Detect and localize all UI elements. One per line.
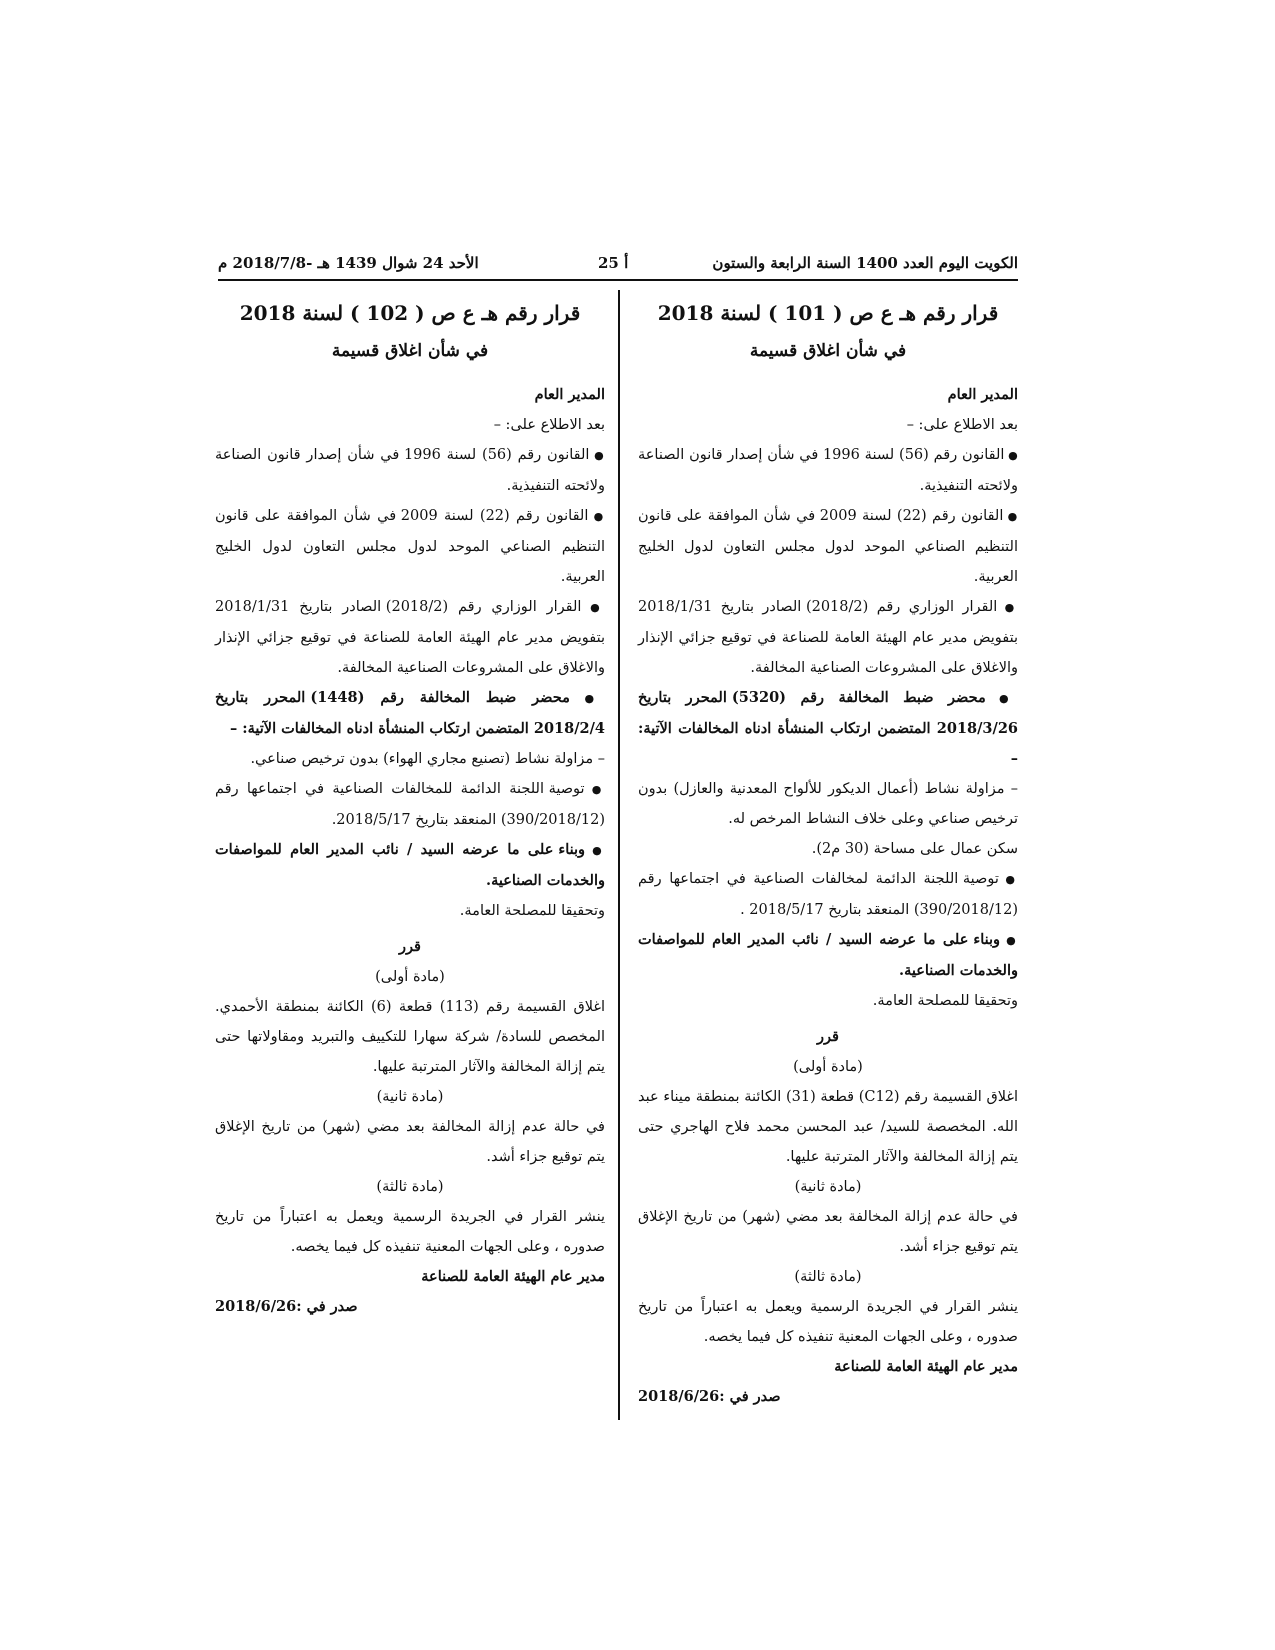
page-header — [218, 250, 1018, 280]
signer: مدير عام الهيئة العامة للصناعة — [421, 1268, 605, 1285]
reference-item: ● محضر ضبط المخالفة رقم (5320) المحرر بتاريخ 2018/3/26 المتضمن ارتكاب المنشأة ادناه المخالفات الآتية: – — [638, 683, 1018, 774]
reference-item: ● القانون رقم (56) لسنة 1996 في شأن إصدار قانون الصناعة ولائحته التنفيذية. — [215, 440, 605, 501]
reference-item: ● القانون رقم (56) لسنة 1996 في شأن إصدار قانون الصناعة ولائحته التنفيذية. — [638, 440, 1018, 501]
reference-item: ● وبناء على ما عرضه السيد / نائب المدير العام للمواصفات والخدمات الصناعية. — [638, 925, 1018, 986]
article-text: في حالة عدم إزالة المخالفة بعد مضي (شهر) من تاريخ الإغلاق يتم توقيع جزاء أشد. — [638, 1209, 1018, 1255]
header-page-number: أ 25 — [598, 254, 629, 272]
column-divider — [618, 290, 620, 1420]
article-text: اغلاق القسيمة رقم (113) قطعة (6) الكائنة بمنطقة الأحمدي. المخصص للسادة/ شركة سهارا للتكييف والتبريد ومقاولاتها حتى يتم إزالة المخالفة والآثار المترتبة عليها. — [215, 999, 605, 1075]
after-review: بعد الاطلاع على: – — [493, 417, 605, 433]
header-rule — [218, 279, 1018, 281]
public-interest: وتحقيقا للمصلحة العامة. — [872, 993, 1018, 1009]
article-heading: (مادة أولى) — [375, 969, 445, 985]
decision-101-column — [638, 290, 1018, 1412]
decided-label: قرر — [817, 1028, 839, 1045]
article-text: ينشر القرار في الجريدة الرسمية ويعمل به اعتباراً من تاريخ صدوره ، وعلى الجهات المعنية تنفيذه كل فيما يخصه. — [638, 1299, 1018, 1345]
article-text: في حالة عدم إزالة المخالفة بعد مضي (شهر) من تاريخ الإغلاق يتم توقيع جزاء أشد. — [215, 1119, 605, 1165]
director-label: المدير العام — [534, 386, 605, 403]
public-interest: وتحقيقا للمصلحة العامة. — [459, 903, 605, 919]
article-text: اغلاق القسيمة رقم (C12) قطعة (31) الكائنة بمنطقة ميناء عبد الله. المخصصة للسيد/ عبد المحسن محمد فلاح الهاجري حتى يتم إزالة المخالفة والآثار المترتبة عليها. — [638, 1089, 1018, 1165]
article-heading: (مادة ثانية) — [376, 1089, 444, 1105]
reference-item: ● القرار الوزاري رقم (2018/2) الصادر بتاريخ 2018/1/31 بتفويض مدير عام الهيئة العامة للصناعة في توقيع جزائي الإنذار والاغلاق على المشروعات الصناعية المخالفة. — [215, 592, 605, 683]
decision-102-column — [215, 290, 605, 1322]
decision-subtitle: في شأن اغلاق قسيمة — [749, 341, 907, 361]
issued-date: صدر في :2018/6/26 — [215, 1298, 358, 1315]
director-label: المدير العام — [947, 386, 1018, 403]
reference-item: ● القانون رقم (22) لسنة 2009 في شأن الموافقة على قانون التنظيم الصناعي الموحد لدول مجلس التعاون لدول الخليج العربية. — [215, 501, 605, 592]
reference-item: ● محضر ضبط المخالفة رقم (1448) المحرر بتاريخ 2018/2/4 المتضمن ارتكاب المنشأة ادناه المخالفات الآتية: – — [215, 683, 605, 744]
violation-item: سكن عمال على مساحة (30 م2). — [811, 841, 1018, 857]
decision-title: قرار رقم هـ ع ص ( 102 ) لسنة 2018 — [239, 301, 581, 325]
decided-label: قرر — [399, 938, 421, 955]
signer: مدير عام الهيئة العامة للصناعة — [834, 1358, 1018, 1375]
reference-item: ● وبناء على ما عرضه السيد / نائب المدير العام للمواصفات والخدمات الصناعية. — [215, 835, 605, 896]
reference-item: ● القرار الوزاري رقم (2018/2) الصادر بتاريخ 2018/1/31 بتفويض مدير عام الهيئة العامة للصناعة في توقيع جزائي الإنذار والاغلاق على المشروعات الصناعية المخالفة. — [638, 592, 1018, 683]
article-heading: (مادة ثانية) — [794, 1179, 862, 1195]
reference-item: ● توصية اللجنة الدائمة لمخالفات الصناعية في اجتماعها رقم (390/2018/12) المنعقد بتاريخ 2018/5/17 . — [638, 864, 1018, 925]
issued-date: صدر في :2018/6/26 — [638, 1388, 781, 1405]
article-heading: (مادة ثالثة) — [376, 1179, 444, 1195]
violation-item: – مزاولة نشاط (أعمال الديكور للألواح المعدنية والعازل) بدون ترخيص صناعي وعلى خلاف النشاط المرخص له. — [638, 781, 1018, 827]
header-publication: الكويت اليوم العدد 1400 السنة الرابعة والستون — [712, 254, 1018, 272]
article-heading: (مادة أولى) — [793, 1059, 863, 1075]
after-review: بعد الاطلاع على: – — [906, 417, 1018, 433]
violation-item: – مزاولة نشاط (تصنيع مجاري الهواء) بدون ترخيص صناعي. — [250, 751, 605, 767]
header-date: الأحد 24 شوال 1439 هـ -2018/7/8 م — [218, 254, 479, 272]
article-heading: (مادة ثالثة) — [794, 1269, 862, 1285]
reference-item: ● توصية اللجنة الدائمة للمخالفات الصناعية في اجتماعها رقم (390/2018/12) المنعقد بتاريخ 2018/5/17. — [215, 774, 605, 835]
decision-subtitle: في شأن اغلاق قسيمة — [331, 341, 489, 361]
article-text: ينشر القرار في الجريدة الرسمية ويعمل به اعتباراً من تاريخ صدوره ، وعلى الجهات المعنية تنفيذه كل فيما يخصه. — [215, 1209, 605, 1255]
reference-item: ● القانون رقم (22) لسنة 2009 في شأن الموافقة على قانون التنظيم الصناعي الموحد لدول مجلس التعاون لدول الخليج العربية. — [638, 501, 1018, 592]
decision-title: قرار رقم هـ ع ص ( 101 ) لسنة 2018 — [657, 301, 999, 325]
